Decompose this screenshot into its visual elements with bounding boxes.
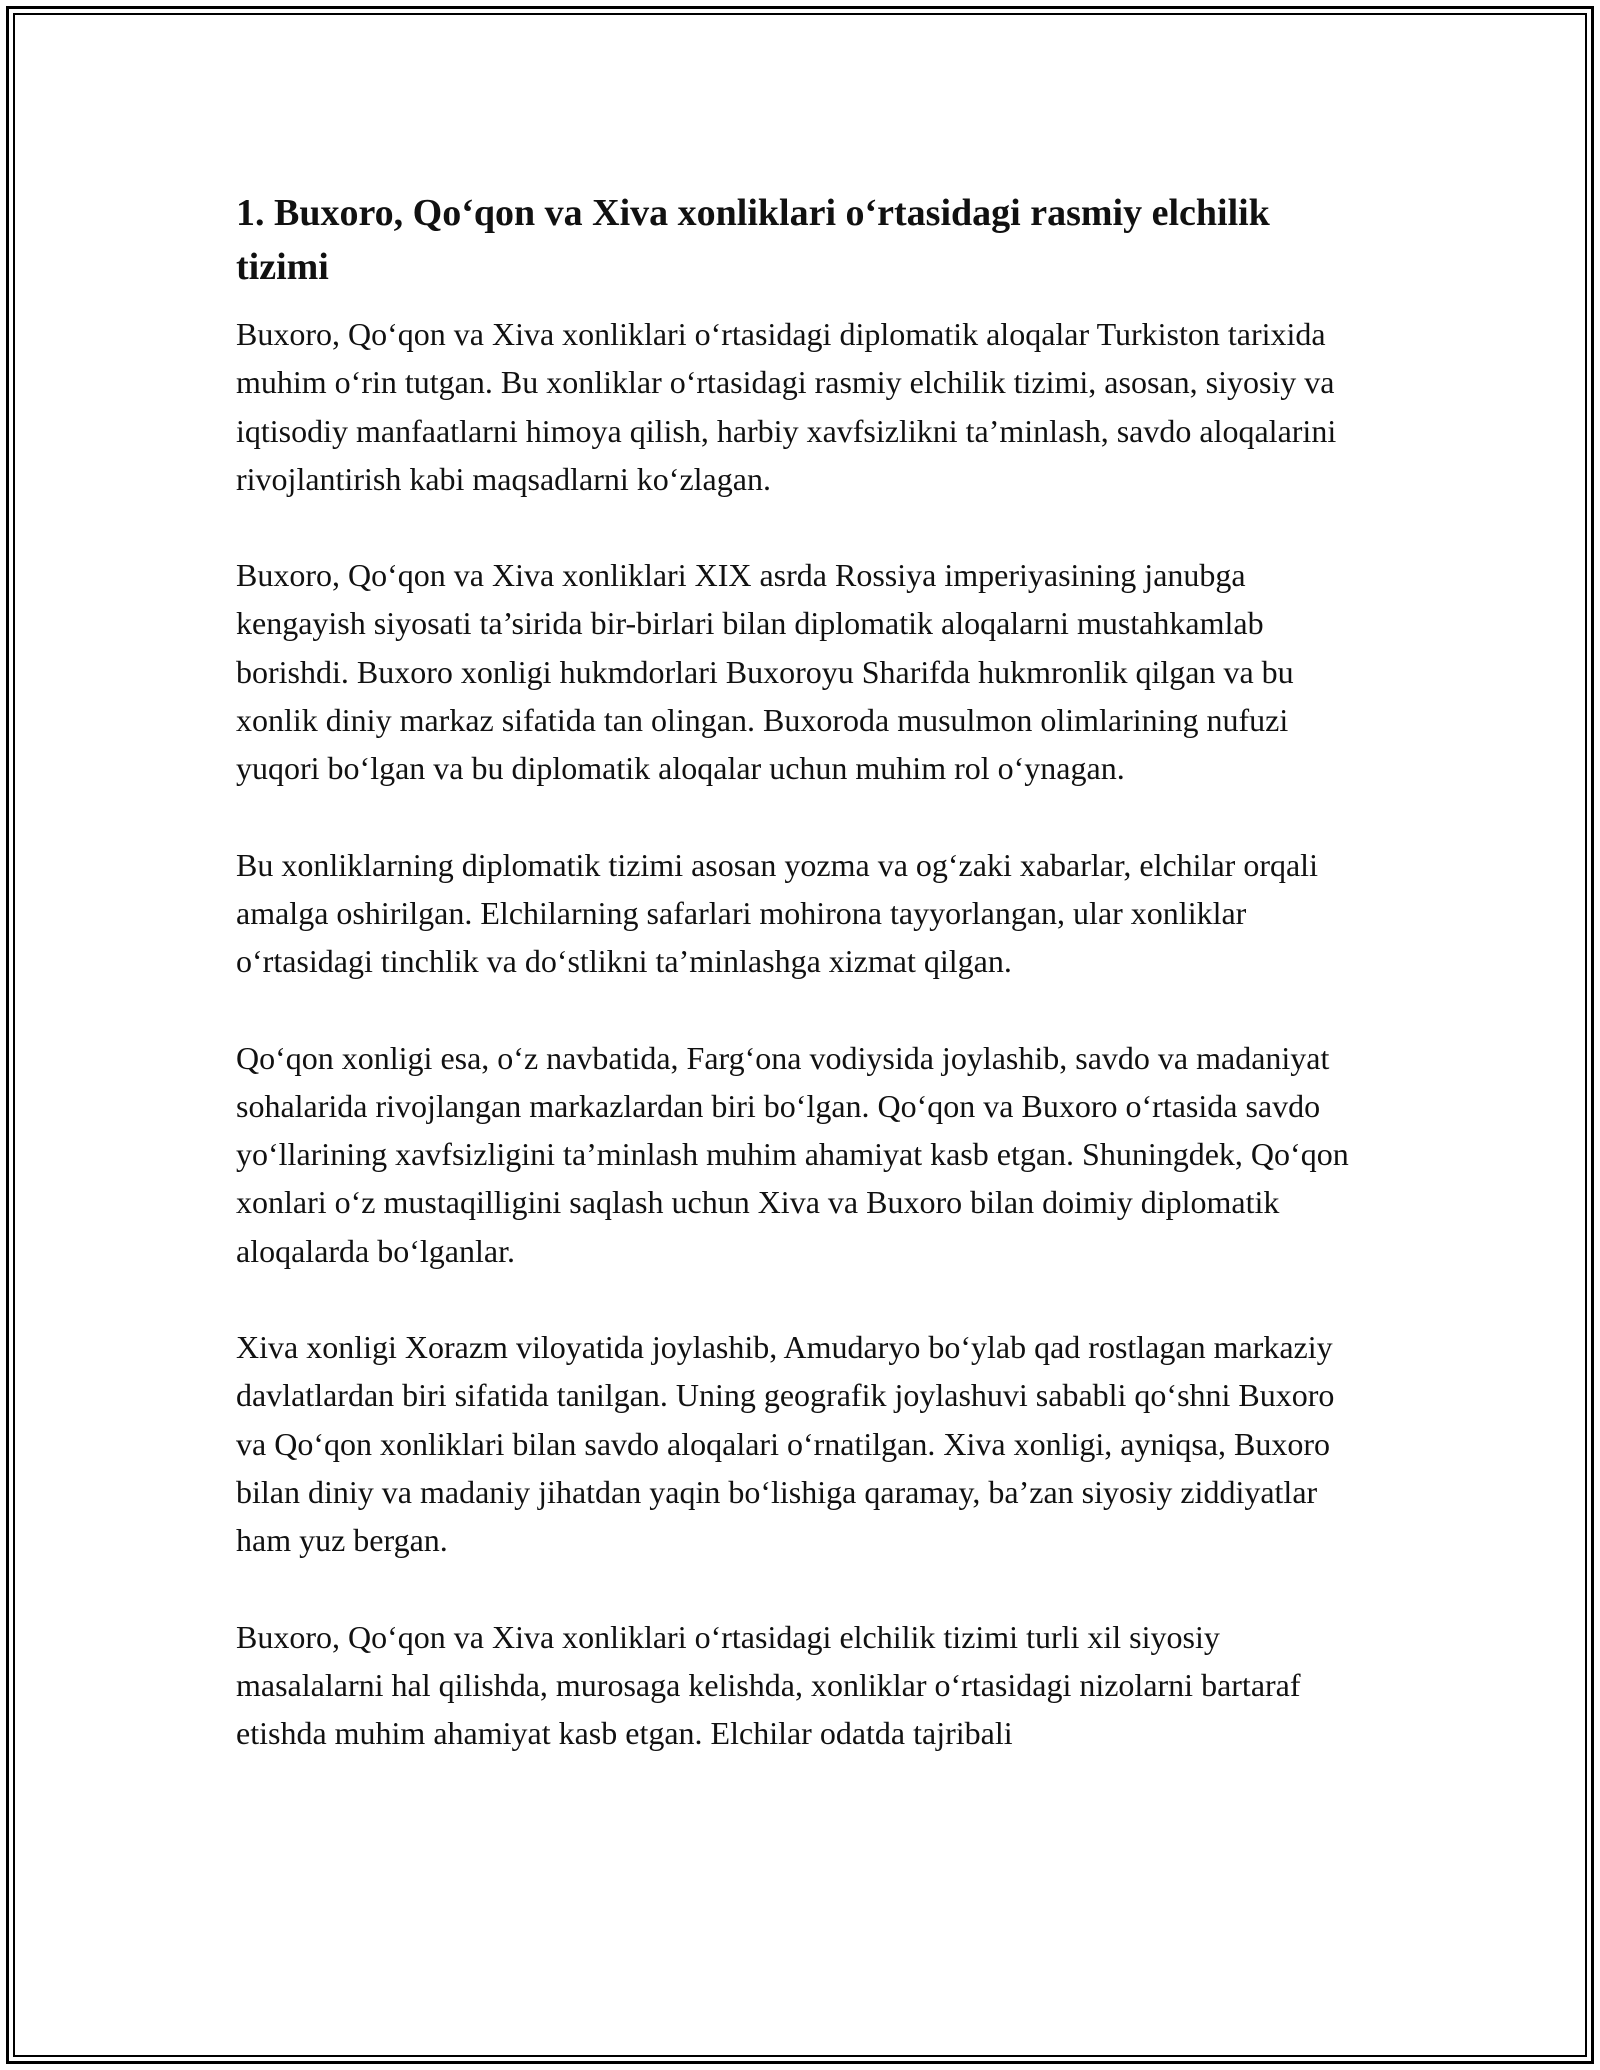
paragraph: Buxoro, Qo‘qon va Xiva xonliklari o‘rtasidagi diplomatik aloqalar Turkiston tarixida muhim o‘rin tutgan. Bu xonliklar o‘rtasidagi rasmiy elchilik tizimi, asosan, siyosiy va iqtisodiy manfaatlarni himoya qilish, harbiy xavfsizlikni ta’minlash, savdo aloqalarini rivojlantirish kabi maqsadlarni ko‘zlagan. <box>236 316 1337 497</box>
paragraph: Qo‘qon xonligi esa, o‘z navbatida, Farg‘ona vodiysida joylashib, savdo va madaniyat sohalarida rivojlangan markazlardan biri bo‘lgan. Qo‘qon va Buxoro o‘rtasida savdo yo‘llarining xavfsizligini ta’minlash muhim ahamiyat kasb etgan. Shuningdek, Qo‘qon xonlari o‘z mustaqilligini saqlash uchun Xiva va Buxoro bilan doimiy diplomatik aloqalarda bo‘lganlar. <box>236 1039 1349 1269</box>
paragraph: Buxoro, Qo‘qon va Xiva xonliklari XIX asrda Rossiya imperiyasining janubga kengayish siyosati ta’sirida bir-birlari bilan diplomatik aloqalarni mustahkamlab borishdi. Buxoro xonligi hukmdorlari Buxoroyu Sharifda hukmronlik qilgan va bu xonlik diniy markaz sifatida tan olingan. Buxoroda musulmon olimlarining nufuzi yuqori bo‘lgan va bu diplomatik aloqalar uchun muhim rol o‘ynagan. <box>236 557 1294 787</box>
section-heading: 1. Buxoro, Qo‘qon va Xiva xonliklari o‘rtasidagi rasmiy elchilik tizimi <box>236 192 1270 288</box>
paragraph: Xiva xonligi Xorazm viloyatida joylashib, Amudaryo bo‘ylab qad rostlagan markaziy davlatlardan biri sifatida tanilgan. Uning geografik joylashuvi sababli qo‘shni Buxoro va Qo‘qon xonliklari bilan savdo aloqalari o‘rnatilgan. Xiva xonligi, ayniqsa, Buxoro bilan diniy va madaniy jihatdan yaqin bo‘lishiga qaramay, ba’zan siyosiy ziddiyatlar ham yuz bergan. <box>236 1329 1335 1559</box>
paragraph: Buxoro, Qo‘qon va Xiva xonliklari o‘rtasidagi elchilik tizimi turli xil siyosiy masalalarni hal qilishda, murosaga kelishda, xonliklar o‘rtasidagi nizolarni bartaraf etishda muhim ahamiyat kasb etgan. Elchilar odatda tajribali <box>236 1618 1301 1752</box>
paragraph: Bu xonliklarning diplomatik tizimi asosan yozma va og‘zaki xabarlar, elchilar orqali amalga oshirilgan. Elchilarning safarlari mohirona tayyorlangan, ular xonliklar o‘rtasidagi tinchlik va do‘stlikni ta’minlashga xizmat qilgan. <box>236 846 1318 980</box>
document-body <box>236 186 1370 1805</box>
